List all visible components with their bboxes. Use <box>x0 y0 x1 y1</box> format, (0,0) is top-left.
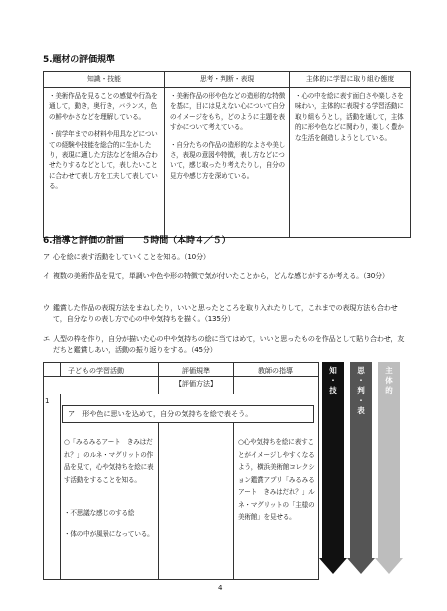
plan-col-divider-1b <box>158 420 159 580</box>
lesson-goal-text: 形や色に思いを込めて，自分の気持ちを絵で表そう。 <box>82 409 253 418</box>
plan-item-a-text: 心を絵に表す活動をしていくことを知る。（10分） <box>53 252 210 261</box>
teacher-guidance-text: ○心や気持ちを絵に表すことがイメージしやすくなるよう，横浜美術館コレクション鑑賞アプリ「みるみるアート きみはだれ？」ルネ・マグリットの「主様の美術館」を見せる。 <box>238 438 315 521</box>
arrow-knowledge-head <box>319 558 347 574</box>
plan-item-e-label: エ <box>43 334 50 343</box>
criteria-attitude-1: ・心の中を絵に表す面白さや楽しさを味わい，主体的に表現する学習活動に取り組もうとし，活動を通して，主体的に形や色などに関わり，楽しく豊かな生活を創造しようとしている。 <box>295 92 404 142</box>
criteria-thinking-1: ・美術作品の形や色などの造形的な特徴を基に，目には見えない心について自分のイメージをもち，どのように主題を表すかについて考えている。 <box>170 92 286 132</box>
header-attitude: 主体的に学習に取り組む態度 <box>290 72 411 88</box>
header-knowledge-skill: 知識・技能 <box>44 72 165 88</box>
plan-item-i-text: 複数の美術作品を見て，単調いや色や形の特徴で気が付いたことから，どんな感じがするか考える。（30分） <box>53 271 389 280</box>
criteria-knowledge-cell <box>44 88 165 238</box>
plan-number-divider <box>60 394 61 580</box>
plan-header-teacher: 教師の指導 <box>258 367 293 375</box>
arrow-knowledge-label: 知 ・ 技 <box>329 366 337 395</box>
criteria-knowledge-2: ・前学年までの材料や用具などについての経験や技能を総合的に生かしたり，表現に適した方法などを組み合わせたりするなどとして，表したいことに合わせて表し方を工夫して表している。 <box>49 130 158 191</box>
evaluation-criteria-table <box>43 71 411 238</box>
arrow-attitude-label: 主 体 的 <box>385 366 393 395</box>
plan-col-divider-1a <box>158 362 159 394</box>
plan-col-divider-2b <box>233 420 234 580</box>
plan-item-u-label: ウ <box>43 303 50 312</box>
plan-item-a-label: ア <box>43 252 50 261</box>
section5-title: 5.題材の評価規準 <box>43 55 115 65</box>
plan-header-activity: 子どもの学習活動 <box>68 367 124 375</box>
plan-item-u-text: 鑑賞した作品の表現方法をまねしたり，いいと思ったところを取り入れたりして，これまでの表現方法も合わせて，自分なりの表し方で心の中や気持ちを描く。（135分） <box>53 303 398 323</box>
arrow-thinking-head <box>347 558 375 574</box>
plan-col-divider-2a <box>233 362 234 394</box>
arrow-attitude-head <box>375 558 403 574</box>
activity-bullet-1: ・不思議な感じのする絵 <box>64 509 135 517</box>
criteria-thinking-2: ・自分たちの作品の造形的なよさや美しさ，表現の意図や特徴，表し方などについて，感じ取ったり考えたりし，自分の見方や感じ方を深めている。 <box>170 140 286 180</box>
arrow-thinking-label: 思 ・ 判 ・ 表 <box>357 366 365 415</box>
plan-header-criteria-line2: 【評価方法】 <box>175 380 217 388</box>
criteria-thinking-cell <box>165 88 290 238</box>
lesson-goal-label: ア <box>68 409 76 418</box>
plan-header-divider-1 <box>60 362 61 376</box>
criteria-knowledge-1: ・美術作品を見ることの感覚や行為を通して，動き，奥行き，バランス，色の鮮やかさなどを理解している。 <box>49 92 158 121</box>
header-thinking-judgment: 思考・判断・表現 <box>165 72 290 88</box>
activity-bullet-2: ・体の中が風景になっている。 <box>64 530 154 538</box>
criteria-attitude-cell <box>290 88 411 238</box>
page-number: 4 <box>218 584 223 592</box>
activity-main-text: ○「みるみるアート きみはだれ？」のルネ・マグリットの作品を見て，心や気持ちを絵に表す活動をすることを知る。 <box>64 438 154 484</box>
plan-item-i-label: イ <box>43 271 50 280</box>
plan-row-number: 1 <box>45 397 50 405</box>
lesson-goal <box>68 409 252 419</box>
plan-header-criteria <box>162 366 230 390</box>
plan-item-e-text: 人型の枠を作り，自分が描いた心の中や気持ちの絵に当てはめて，いいと思ったものを作品として貼り合わせ，友だちと鑑賞しあい，活動の振り返りをする。（45分） <box>53 334 405 354</box>
plan-header-criteria-line1: 評価規準 <box>182 367 210 375</box>
section6-title: 6.指導と評価の計画 ５時間（本時４／５） <box>43 236 231 246</box>
